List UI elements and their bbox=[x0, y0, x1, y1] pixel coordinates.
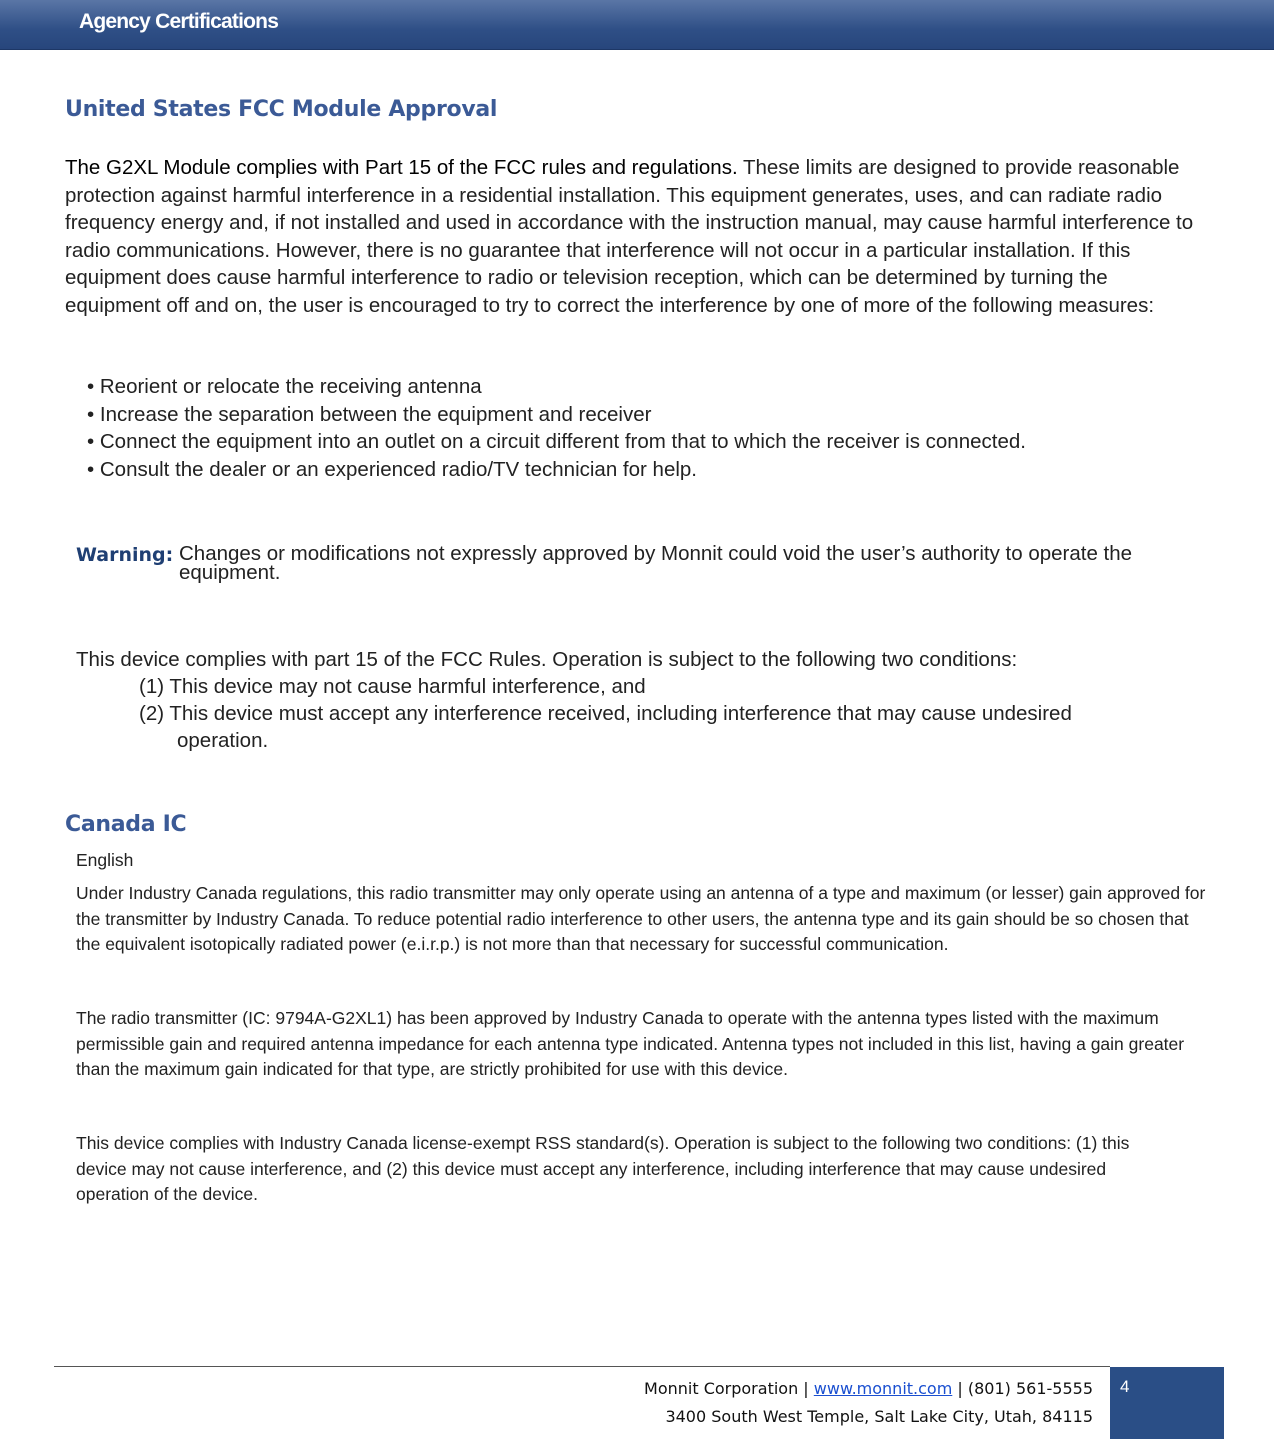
warning-text: Changes or modifications not expressly approved by Monnit could void the user’s authority to operate the equipment. bbox=[179, 542, 1133, 584]
page-number-box bbox=[1110, 1367, 1224, 1439]
language-label: English bbox=[76, 850, 134, 870]
canada-paragraph-2: The radio transmitter (IC: 9794A-G2XL1) has been approved by Industry Canada to operate with the antenna types listed with the maximum permissible gain and required antenna impedance for each antenna type indicated. Antenna types not included in this list, having a gain greater than the maximum gain indicated for that type, are strictly prohibited for use with this device. bbox=[76, 1008, 1185, 1079]
page-number: 4 bbox=[1120, 1377, 1130, 1396]
canada-paragraph-1: Under Industry Canada regulations, this radio transmitter may only operate using an antenna of a type and maximum (or lesser) gain approved for the transmitter by Industry Canada. To reduce potential radio interference to other users, the antenna type and its gain should be so chosen that the equivalent isotopically radiated power (e.i.r.p.) is not more than that necessary for successful communication. bbox=[76, 883, 1206, 954]
measures-list bbox=[87, 373, 1026, 483]
footer-company: Monnit Corporation | bbox=[644, 1379, 814, 1398]
warning-label: Warning: bbox=[76, 544, 174, 566]
list-item: • Increase the separation between the equipment and receiver bbox=[87, 402, 652, 426]
fcc-heading: United States FCC Module Approval bbox=[65, 97, 498, 122]
footer-website-link[interactable]: www.monnit.com bbox=[813, 1379, 953, 1398]
conditions-intro: This device complies with part 15 of the FCC Rules. Operation is subject to the following two conditions: bbox=[76, 648, 1018, 671]
condition-2: (2) This device must accept any interference received, including interference that may cause undesired bbox=[139, 702, 1072, 725]
canada-heading: Canada IC bbox=[65, 812, 187, 837]
condition-2-continued: operation. bbox=[177, 729, 269, 752]
footer-address: 3400 South West Temple, Salt Lake City, Utah, 84115 bbox=[665, 1407, 1093, 1426]
list-item: • Reorient or relocate the receiving antenna bbox=[87, 375, 482, 398]
canada-paragraph-3: This device complies with Industry Canada license-exempt RSS standard(s). Operation is subject to the following two conditions: (1) this device may not cause interference, and (2) this device must accept any interference, including interference that may cause undesired operation of the device. bbox=[76, 1133, 1130, 1204]
fcc-intro-lead: The G2XL Module complies with Part 15 of the FCC rules and regulations. bbox=[65, 156, 738, 179]
list-item: • Consult the dealer or an experienced radio/TV technician for help. bbox=[87, 457, 698, 481]
fcc-intro-rest: These limits are designed to provide reasonable protection against harmful interference in a residential installation. This equipment generates, uses, and can radiate radio frequency energy and, if not installed and used in accordance with the instruction manual, may cause harmful interference to radio communications. However, there is no guarantee that interference will not occur in a particular installation. If this equipment does cause harmful interference to radio or television reception, which can be determined by turning the equipment off and on, the user is encouraged to try to correct the interference by one of more of the following measures: bbox=[65, 156, 1194, 317]
header-bar bbox=[0, 0, 1274, 50]
condition-1: (1) This device may not cause harmful interference, and bbox=[139, 675, 646, 698]
header-title: Agency Certifications bbox=[79, 10, 279, 33]
footer-contact bbox=[644, 1379, 1093, 1398]
list-item: • Connect the equipment into an outlet on a circuit different from that to which the receiver is connected. bbox=[87, 430, 1026, 453]
footer-divider bbox=[54, 1366, 1110, 1367]
footer-phone: | (801) 561-5555 bbox=[952, 1379, 1093, 1398]
fcc-intro-paragraph bbox=[65, 154, 1195, 319]
